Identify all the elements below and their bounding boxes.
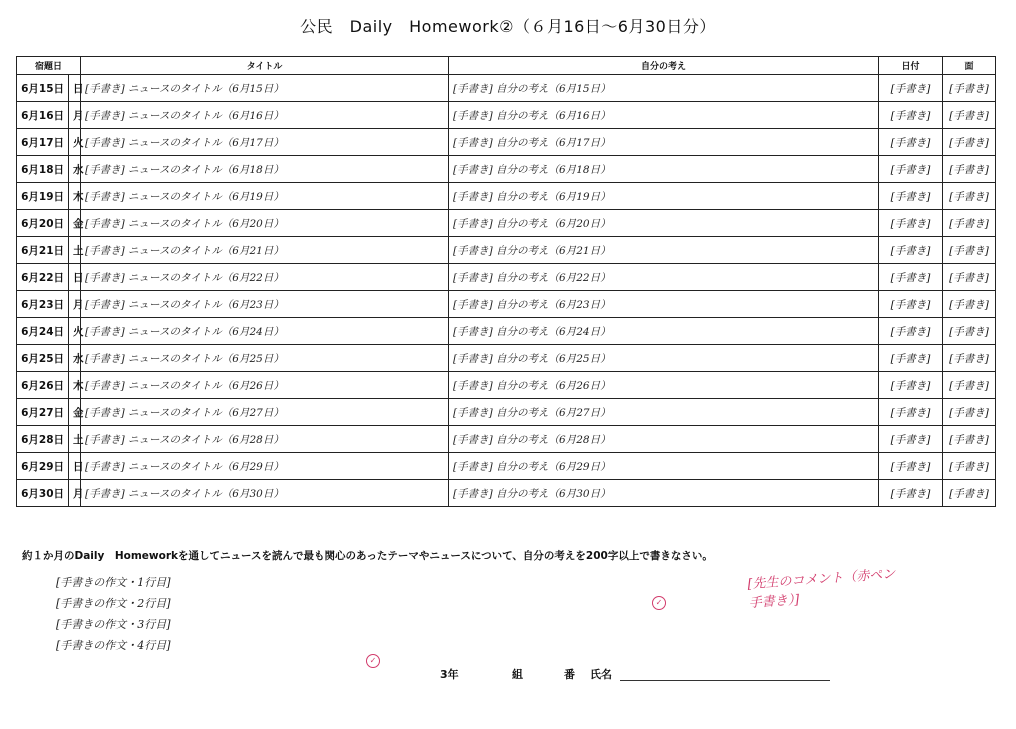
row-answer-date: [手書き] xyxy=(879,318,943,345)
row-date: 6月15日 xyxy=(17,75,69,102)
row-weekday: 木 xyxy=(69,183,81,210)
row-answer-date: [手書き] xyxy=(879,156,943,183)
row-title: [手書き] ニュースのタイトル（6月30日） xyxy=(81,480,449,507)
row-side: [手書き] xyxy=(943,264,996,291)
row-side: [手書き] xyxy=(943,345,996,372)
row-answer-date: [手書き] xyxy=(879,426,943,453)
name-label: 氏名 xyxy=(590,668,612,681)
row-date: 6月27日 xyxy=(17,399,69,426)
row-title: [手書き] ニュースのタイトル（6月16日） xyxy=(81,102,449,129)
row-answer-date: [手書き] xyxy=(879,264,943,291)
row-weekday: 水 xyxy=(69,345,81,372)
row-answer-date: [手書き] xyxy=(879,183,943,210)
row-opinion: [手書き] 自分の考え（6月25日） xyxy=(449,345,879,372)
row-opinion: [手書き] 自分の考え（6月28日） xyxy=(449,426,879,453)
grade-label: 3年 xyxy=(440,668,459,681)
row-answer-date: [手書き] xyxy=(879,129,943,156)
row-title: [手書き] ニュースのタイトル（6月22日） xyxy=(81,264,449,291)
row-side: [手書き] xyxy=(943,102,996,129)
row-side: [手書き] xyxy=(943,156,996,183)
row-opinion: [手書き] 自分の考え（6月30日） xyxy=(449,480,879,507)
row-opinion: [手書き] 自分の考え（6月19日） xyxy=(449,183,879,210)
row-opinion: [手書き] 自分の考え（6月15日） xyxy=(449,75,879,102)
row-title: [手書き] ニュースのタイトル（6月27日） xyxy=(81,399,449,426)
header-title: タイトル xyxy=(81,57,449,75)
row-weekday: 月 xyxy=(69,291,81,318)
row-side: [手書き] xyxy=(943,372,996,399)
row-date: 6月24日 xyxy=(17,318,69,345)
row-weekday: 金 xyxy=(69,210,81,237)
table-row xyxy=(17,156,996,183)
essay-line: [手書きの作文・1行目] xyxy=(56,576,171,589)
table-row xyxy=(17,426,996,453)
table-row xyxy=(17,237,996,264)
class-label: 組 xyxy=(512,668,523,681)
table-row xyxy=(17,210,996,237)
row-opinion: [手書き] 自分の考え（6月20日） xyxy=(449,210,879,237)
row-weekday: 木 xyxy=(69,372,81,399)
row-weekday: 月 xyxy=(69,102,81,129)
header-side: 面 xyxy=(943,57,996,75)
header-date: 宿題日 xyxy=(17,57,81,75)
row-answer-date: [手書き] xyxy=(879,372,943,399)
row-weekday: 火 xyxy=(69,318,81,345)
row-answer-date: [手書き] xyxy=(879,291,943,318)
row-opinion: [手書き] 自分の考え（6月27日） xyxy=(449,399,879,426)
row-title: [手書き] ニュースのタイトル（6月26日） xyxy=(81,372,449,399)
header-answer-date: 日付 xyxy=(879,57,943,75)
essay-answer xyxy=(56,572,676,656)
header-opinion: 自分の考え xyxy=(449,57,879,75)
row-date: 6月21日 xyxy=(17,237,69,264)
row-date: 6月20日 xyxy=(17,210,69,237)
row-title: [手書き] ニュースのタイトル（6月24日） xyxy=(81,318,449,345)
essay-line: [手書きの作文・2行目] xyxy=(56,597,171,610)
row-title: [手書き] ニュースのタイトル（6月21日） xyxy=(81,237,449,264)
row-side: [手書き] xyxy=(943,453,996,480)
row-side: [手書き] xyxy=(943,237,996,264)
row-answer-date: [手書き] xyxy=(879,453,943,480)
row-opinion: [手書き] 自分の考え（6月18日） xyxy=(449,156,879,183)
row-date: 6月16日 xyxy=(17,102,69,129)
table-header-row xyxy=(17,57,996,75)
row-answer-date: [手書き] xyxy=(879,480,943,507)
table-body xyxy=(17,75,996,507)
row-date: 6月25日 xyxy=(17,345,69,372)
row-weekday: 土 xyxy=(69,237,81,264)
row-date: 6月23日 xyxy=(17,291,69,318)
row-weekday: 土 xyxy=(69,426,81,453)
row-weekday: 日 xyxy=(69,264,81,291)
row-title: [手書き] ニュースのタイトル（6月28日） xyxy=(81,426,449,453)
row-side: [手書き] xyxy=(943,75,996,102)
row-answer-date: [手書き] xyxy=(879,75,943,102)
row-title: [手書き] ニュースのタイトル（6月23日） xyxy=(81,291,449,318)
row-answer-date: [手書き] xyxy=(879,399,943,426)
row-date: 6月26日 xyxy=(17,372,69,399)
row-answer-date: [手書き] xyxy=(879,210,943,237)
row-title: [手書き] ニュースのタイトル（6月19日） xyxy=(81,183,449,210)
teacher-mark-icon: ✓ xyxy=(652,596,666,610)
row-date: 6月18日 xyxy=(17,156,69,183)
row-weekday: 金 xyxy=(69,399,81,426)
row-weekday: 水 xyxy=(69,156,81,183)
table-row xyxy=(17,372,996,399)
table-row xyxy=(17,345,996,372)
table-row xyxy=(17,75,996,102)
page-title: 公民 Daily Homework②（６月16日〜6月30日分） xyxy=(300,17,716,36)
row-weekday: 日 xyxy=(69,75,81,102)
row-answer-date: [手書き] xyxy=(879,102,943,129)
row-opinion: [手書き] 自分の考え（6月21日） xyxy=(449,237,879,264)
row-opinion: [手書き] 自分の考え（6月17日） xyxy=(449,129,879,156)
row-opinion: [手書き] 自分の考え（6月26日） xyxy=(449,372,879,399)
row-weekday: 火 xyxy=(69,129,81,156)
row-title: [手書き] ニュースのタイトル（6月20日） xyxy=(81,210,449,237)
row-side: [手書き] xyxy=(943,318,996,345)
row-date: 6月30日 xyxy=(17,480,69,507)
number-label: 番 xyxy=(564,668,575,681)
row-opinion: [手書き] 自分の考え（6月22日） xyxy=(449,264,879,291)
homework-table xyxy=(16,56,996,507)
row-title: [手書き] ニュースのタイトル（6月17日） xyxy=(81,129,449,156)
essay-line: [手書きの作文・3行目] xyxy=(56,618,171,631)
table-row xyxy=(17,129,996,156)
row-side: [手書き] xyxy=(943,480,996,507)
row-side: [手書き] xyxy=(943,129,996,156)
row-date: 6月19日 xyxy=(17,183,69,210)
row-answer-date: [手書き] xyxy=(879,345,943,372)
row-title: [手書き] ニュースのタイトル（6月15日） xyxy=(81,75,449,102)
row-date: 6月28日 xyxy=(17,426,69,453)
row-weekday: 月 xyxy=(69,480,81,507)
row-opinion: [手書き] 自分の考え（6月29日） xyxy=(449,453,879,480)
table-row xyxy=(17,318,996,345)
row-weekday: 日 xyxy=(69,453,81,480)
row-date: 6月17日 xyxy=(17,129,69,156)
table-row xyxy=(17,399,996,426)
row-side: [手書き] xyxy=(943,399,996,426)
row-opinion: [手書き] 自分の考え（6月16日） xyxy=(449,102,879,129)
name-underline xyxy=(620,680,830,681)
row-title: [手書き] ニュースのタイトル（6月18日） xyxy=(81,156,449,183)
row-side: [手書き] xyxy=(943,210,996,237)
essay-line: [手書きの作文・4行目] xyxy=(56,639,171,652)
row-date: 6月29日 xyxy=(17,453,69,480)
row-title: [手書き] ニュースのタイトル（6月29日） xyxy=(81,453,449,480)
row-title: [手書き] ニュースのタイトル（6月25日） xyxy=(81,345,449,372)
table-row xyxy=(17,291,996,318)
row-side: [手書き] xyxy=(943,291,996,318)
row-opinion: [手書き] 自分の考え（6月24日） xyxy=(449,318,879,345)
table-row xyxy=(17,453,996,480)
teacher-comment: [先生のコメント（赤ペン手書き）] xyxy=(746,566,896,612)
row-date: 6月22日 xyxy=(17,264,69,291)
table-row xyxy=(17,183,996,210)
essay-prompt: 約１か月のDaily Homeworkを通してニュースを読んで最も関心のあったテーマやニュースについて、自分の考えを200字以上で書きなさい。 xyxy=(22,550,713,562)
teacher-mark-icon: ✓ xyxy=(366,654,380,668)
row-opinion: [手書き] 自分の考え（6月23日） xyxy=(449,291,879,318)
table-row xyxy=(17,102,996,129)
row-side: [手書き] xyxy=(943,183,996,210)
table-row xyxy=(17,264,996,291)
row-answer-date: [手書き] xyxy=(879,237,943,264)
table-row xyxy=(17,480,996,507)
row-side: [手書き] xyxy=(943,426,996,453)
